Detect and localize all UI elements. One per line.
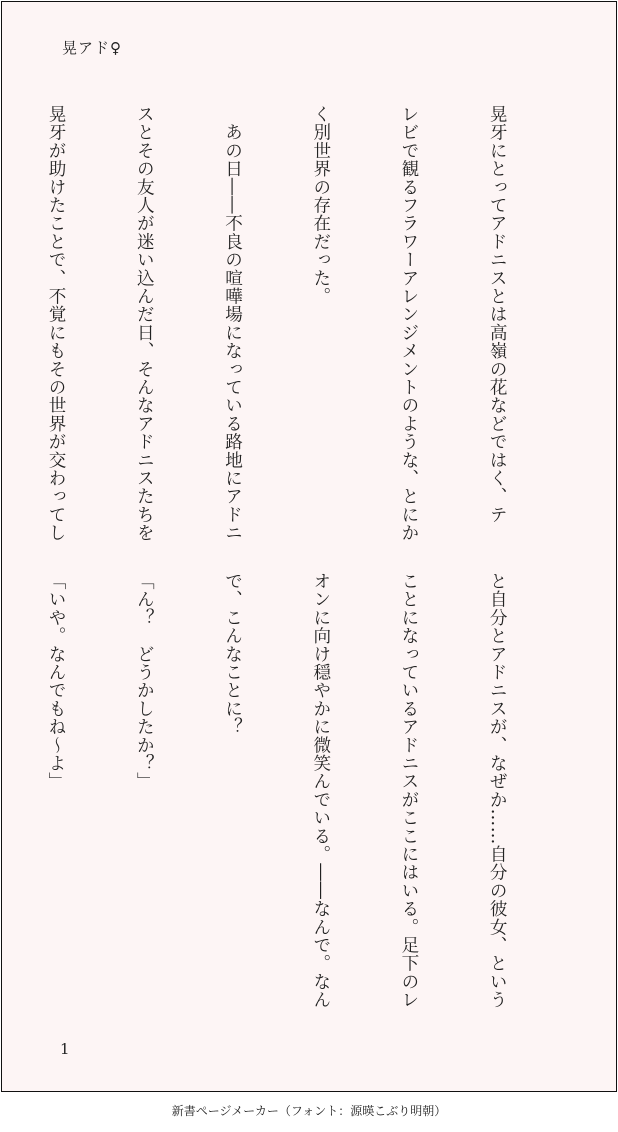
page-title: 晃アド♀	[62, 39, 122, 57]
text-line: 晃牙が助けたことで、不覚にもその世界が交わってし	[46, 105, 67, 542]
footer-caption: 新書ページメーカー（フォント：源暎こぶり明朝）	[171, 1104, 447, 1118]
text-line: スとその友人が迷い込んだ日、そんなアドニスたちを	[134, 105, 155, 542]
text-line: 「ん？ どうかしたか？」	[134, 572, 155, 791]
manuscript-page	[1, 1, 617, 1092]
text-line: 「いや。なんでもね～よ」	[46, 572, 67, 791]
text-line: 晃牙にとってアドニスとは高嶺の花などではく、テ	[487, 105, 508, 524]
text-line: あの日――不良の喧嘩場になっている路地にアドニ	[222, 105, 243, 542]
text-line: で、こんなことに？	[222, 572, 243, 736]
page-number: 1	[60, 1040, 70, 1058]
text-line: と自分とアドニスが、なぜか……自分の彼女、という	[487, 572, 508, 1009]
lower-text-block	[0, 572, 570, 1009]
text-line: レビで観るフラワーアレンジメントのような、とにか	[398, 105, 419, 542]
text-line: ことになっているアドニスがここにはいる。足下のレ	[398, 572, 419, 1009]
text-line: オンに向け穏やかに微笑んでいる。――なんで。なん	[310, 572, 331, 1009]
upper-text-block	[0, 105, 570, 542]
text-line: く別世界の存在だった。	[310, 105, 331, 306]
